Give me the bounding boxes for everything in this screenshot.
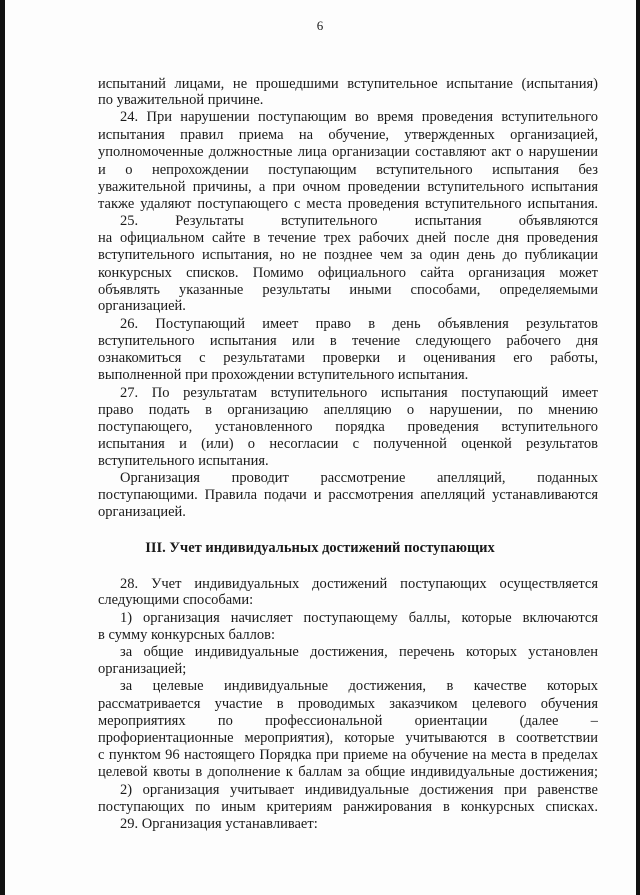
text-line: за целевые индивидуальные достижения, в качестве которых — [120, 678, 598, 694]
text-line: на официальном сайте в течение трех рабочих дней после дня проведения — [98, 230, 598, 246]
text-line: организацией. — [98, 504, 186, 520]
text-line: ознакомиться с результатами проверки и оценивания его работы, — [98, 350, 598, 366]
text-line: испытаний лицами, не прошедшими вступительное испытание (испытания) — [98, 76, 598, 92]
text-line: право подать в организацию апелляцию о нарушении, по мнению — [98, 402, 598, 418]
text-line: также удаляют поступающего с места проведения вступительного испытания. — [98, 196, 598, 212]
text-line: 2) организация учитывает индивидуальные достижения при равенстве — [120, 782, 598, 798]
text-line: следующими способами: — [98, 592, 254, 608]
text-line: конкурсных списков. Помимо официального сайта организация может — [98, 265, 598, 281]
text-line: поступающих по иным критериям ранжирования в конкурсных списках. — [98, 799, 598, 815]
text-line: 24. При нарушении поступающим во время проведения вступительного — [120, 109, 598, 125]
text-line: Организация проводит рассмотрение апелляций, поданных — [120, 470, 598, 486]
text-line: с пунктом 96 настоящего Порядка при приеме на обучение на места в пределах — [98, 747, 598, 763]
text-line: испытания и (или) о несогласии с полученной оценкой результатов — [98, 436, 598, 452]
text-line: испытания правил приема на обучение, утвержденных организацией, — [98, 127, 598, 143]
page-number: 6 — [316, 18, 324, 33]
text-line: 27. По результатам вступительного испытания поступающий имеет — [120, 385, 598, 401]
section-heading: III. Учет индивидуальных достижений поступающих — [145, 540, 495, 556]
text-line: 28. Учет индивидуальных достижений поступающих осуществляется — [120, 576, 598, 592]
text-line: организацией; — [98, 661, 187, 677]
text-line: мероприятиях по профессиональной ориентации (далее – — [98, 713, 598, 729]
text-line: 25. Результаты вступительного испытания объявляются — [120, 213, 598, 229]
text-line: выполненной при прохождении вступительного испытания. — [98, 367, 469, 383]
text-line: целевой квоты в дополнение к баллам за общие индивидуальные достижения; — [98, 764, 598, 780]
text-line: рассматривается участие в проводимых заказчиком целевого обучения — [98, 696, 598, 712]
text-line: поступающими. Правила подачи и рассмотрения апелляций устанавливаются — [98, 487, 598, 503]
text-line: и о непрохождении поступающим вступительного испытания без — [98, 162, 598, 178]
text-line: 29. Организация устанавливает: — [120, 816, 318, 832]
text-line: поступающего, установленного порядка проведения вступительного — [98, 419, 598, 435]
scan-edge-right — [636, 0, 640, 895]
text-line: уполномоченные должностные лица организации составляют акт о нарушении — [98, 144, 598, 160]
text-line: профориентационные мероприятия), которые учитываются в соответствии — [98, 730, 598, 746]
text-line: объявлять указанные результаты иными способами, определяемыми — [98, 282, 598, 298]
text-line: вступительного испытания. — [98, 453, 269, 469]
text-line: вступительного испытания, но не позднее чем за один день до публикации — [98, 247, 598, 263]
scan-edge-left — [0, 0, 5, 895]
text-line: уважительной причины, а при очном проведении вступительного испытания — [98, 179, 598, 195]
text-line: вступительного испытания или в течение следующего рабочего дня — [98, 333, 598, 349]
text-line: 1) организация начисляет поступающему баллы, которые включаются — [120, 610, 598, 626]
text-line: за общие индивидуальные достижения, перечень которых установлен — [120, 644, 598, 660]
text-line: в сумму конкурсных баллов: — [98, 627, 276, 643]
text-line: по уважительной причине. — [98, 92, 264, 108]
text-line: 26. Поступающий имеет право в день объявления результатов — [120, 316, 598, 332]
text-line: организацией. — [98, 298, 186, 314]
